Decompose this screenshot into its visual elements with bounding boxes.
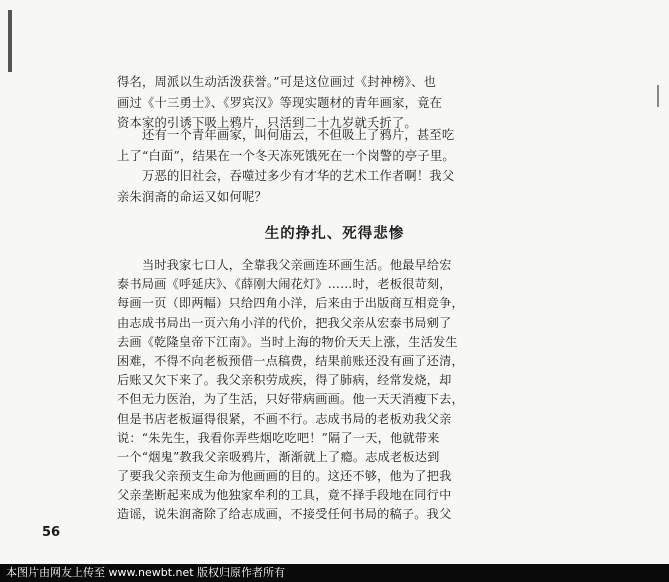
section-heading: 生的挣扎、死得悲惨 (264, 226, 405, 242)
text-line: 画过《十三勇士》、《罗宾汉》等现实题材的青年画家，竟在 (117, 95, 443, 110)
scan-edge-mark-right (657, 85, 659, 107)
text-line: 父亲垄断起来成为他独家牟利的工具，竟不择手段地在同行中 (117, 488, 452, 503)
scan-edge-mark (8, 10, 12, 72)
text-line: 当时我家七口人，全靠我父亲画连环画生活。他最早给宏 (142, 258, 452, 272)
text-line: 造谣，说朱润斋除了给志成画，不接受任何书局的稿子。我父 (117, 507, 452, 522)
text-line: 还有一个青年画家，叫何庙云，不但吸上了鸦片，甚至吃 (142, 128, 455, 142)
text-line: 说：“朱先生，我看你弄些烟吃吃吧！”隔了一天，他就带来 (117, 430, 440, 445)
text-line: 但是书店老板逼得很紧，不画不行。志成书局的老板劝我父亲 (117, 411, 452, 426)
text-line: 不但无力医治，为了生活，只好带病画画。他一天天消瘦下去， (117, 392, 464, 407)
text-line: 由志成书局出一页六角小洋的代价，把我父亲从宏泰书局剜了 (117, 315, 452, 330)
text-line: 去画《乾隆皇帝下江南》。当时上海的物价天天上涨，生活发生 (117, 334, 458, 349)
text-line: 困难，不得不向老板预借一点稿费，结果前账还没有画了还清， (117, 353, 464, 368)
text-line: 后账又欠下来了。我父亲积劳成疾，得了肺病，经常发烧，却 (117, 373, 452, 388)
page-number: 56 (42, 525, 61, 540)
text-line: 亲朱润斋的命运又如何呢？ (117, 189, 267, 204)
text-line: 万恶的旧社会，吞噬过多少有才华的艺术工作者啊！我父 (142, 169, 455, 183)
text-line: 一个“烟鬼”教我父亲吸鸦片，渐渐就上了瘾。志成老板达到 (117, 449, 440, 464)
text-line: 每画一页（即两幅）只给四角小洋，后来由于出版商互相竞争， (117, 296, 464, 311)
text-line: 了要我父亲预支生命为他画画的目的。这还不够，他为了把我 (117, 469, 452, 484)
paragraph-2 (117, 125, 537, 166)
paragraph-3 (117, 166, 537, 207)
paragraph-4 (117, 256, 537, 525)
watermark-footer: 本图片由网友上传至 www.newbt.net 版权归原作者所有 (0, 564, 669, 582)
text-line: 资本家的引诱下吸上鸦片，只活到二十九岁就夭折了。 (117, 116, 417, 130)
text-line: 上了“白面”，结果在一个冬天冻死饿死在一个岗警的亭子里。 (117, 148, 455, 163)
text-line: 得名，周派以生动活泼获誉。”可是这位画过《封神榜》、也 (117, 75, 437, 89)
text-line: 泰书局画《呼延庆》、《薛刚大闹花灯》……时，老板很苛刻， (117, 277, 452, 292)
